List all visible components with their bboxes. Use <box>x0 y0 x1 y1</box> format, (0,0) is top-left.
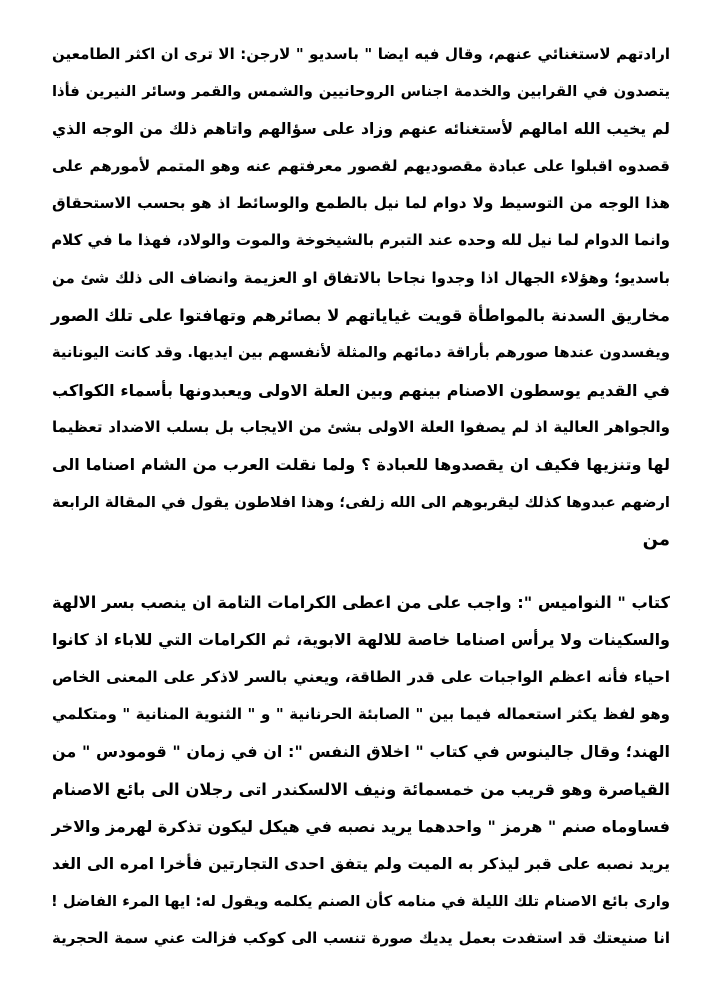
text-line: وهو لفظ يكثر استعماله فيما بين " الصابئة الحرنانية " و " الثنوية المنانية " ومتكلمي <box>52 705 670 724</box>
paragraph-1 <box>52 36 670 558</box>
text-line: في القديم يوسطون الاصنام بينهم وبين العلة الاولى ويعبدونها بأسماء الكواكب <box>52 380 670 400</box>
document-page <box>52 36 670 957</box>
text-line: القياصرة وهو قريب من خمسمائة ونيف الالسكندر اتى رجلان الى بائع الاصنام <box>52 779 670 799</box>
text-line: انا صنيعتك قد استفدت بعمل يديك صورة تنسب الى كوكب فزالت عني سمة الحجرية <box>52 928 670 947</box>
text-line: ارضهم عبدوها كذلك ليقربوهم الى الله زلفى؛ وهذا افلاطون يقول في المقالة الرابعة <box>52 493 670 511</box>
text-line: والجواهر العالية اذ لم يصفوا العلة الاولى بشئ من الايجاب بل بسلب الاضداد تعظيما <box>52 417 670 436</box>
paragraph-2 <box>52 584 670 957</box>
text-line: من <box>642 528 670 550</box>
paragraph-gap <box>52 558 670 584</box>
text-line: قصدوه اقبلوا على عبادة مقصوديهم لقصور معرفتهم عنه وهو المتمم لأمورهم على <box>52 156 670 175</box>
text-line: ارادتهم لاستغنائي عنهم، وقال فيه ايضا " باسديو " لارجن: الا ترى ان اكثر الطامعين <box>52 45 670 63</box>
text-line: مخاريق السدنة بالمواطأة قويت غياياتهم لا بصائرهم وتهافتوا على تلك الصور <box>50 306 670 326</box>
text-line: باسديو؛ وهؤلاء الجهال اذا وجدوا نجاحا بالاتفاق او العزيمة وانضاف الى ذلك شئ من <box>52 268 670 287</box>
text-line: فساوماه صنم " هرمز " واحدهما يريد نصبه في هيكل ليكون تذكرة لهرمز والاخر <box>51 816 670 836</box>
text-line: وارى بائع الاصنام تلك الليلة في منامه كأن الصنم يكلمه ويقول له: ايها المرء الفاضل ! <box>51 892 670 910</box>
text-line: يتصدون في القرابين والخدمة اجناس الروحانيين والشمس والقمر وسائر النيرين فأذا <box>52 83 670 101</box>
text-line: ويفسدون عندها صورهم بأراقة دمائهم والمثلة لأنفسهم بين ايديها. وقد كانت اليونانية <box>51 344 670 362</box>
text-line: هذا الوجه من التوسيط ولا دوام لما نيل بالطمع والوسائط اذ هو بحسب الاستحقاق <box>52 194 670 213</box>
text-line: لها وتنزيها فكيف ان يقصدوها للعبادة ؟ ولما نقلت العرب من الشام اصناما الى <box>52 455 670 475</box>
text-line: يريد نصبه على قبر ليذكر به الميت ولم يتفق احدى التجارتين فأخرا امره الى الغد <box>52 854 670 874</box>
text-line: كتاب " النواميس ": واجب على من اعطى الكرامات التامة ان ينصب بسر الالهة <box>52 593 670 613</box>
text-line: احياء فأنه اعظم الواجبات على قدر الطاقة، ويعني بالسر لاذكر على المعنى الخاص <box>52 667 670 686</box>
text-line: وانما الدوام لما نيل لله وحده عند التبرم بالشيخوخة والموت والولاد، فهذا ما في كلام <box>51 231 670 250</box>
text-line: لم يخيب الله امالهم لأستغنائه عنهم وزاد على سؤالهم واتاهم ذلك من الوجه الذي <box>52 119 670 138</box>
text-line: والسكينات ولا يرأس اصناما خاصة للالهة الابوية، ثم الكرامات التي للاباء اذ كانوا <box>52 630 670 650</box>
text-line: الهند؛ وقال جالينوس في كتاب " اخلاق النفس ": ان في زمان " قومودس " من <box>52 742 670 762</box>
